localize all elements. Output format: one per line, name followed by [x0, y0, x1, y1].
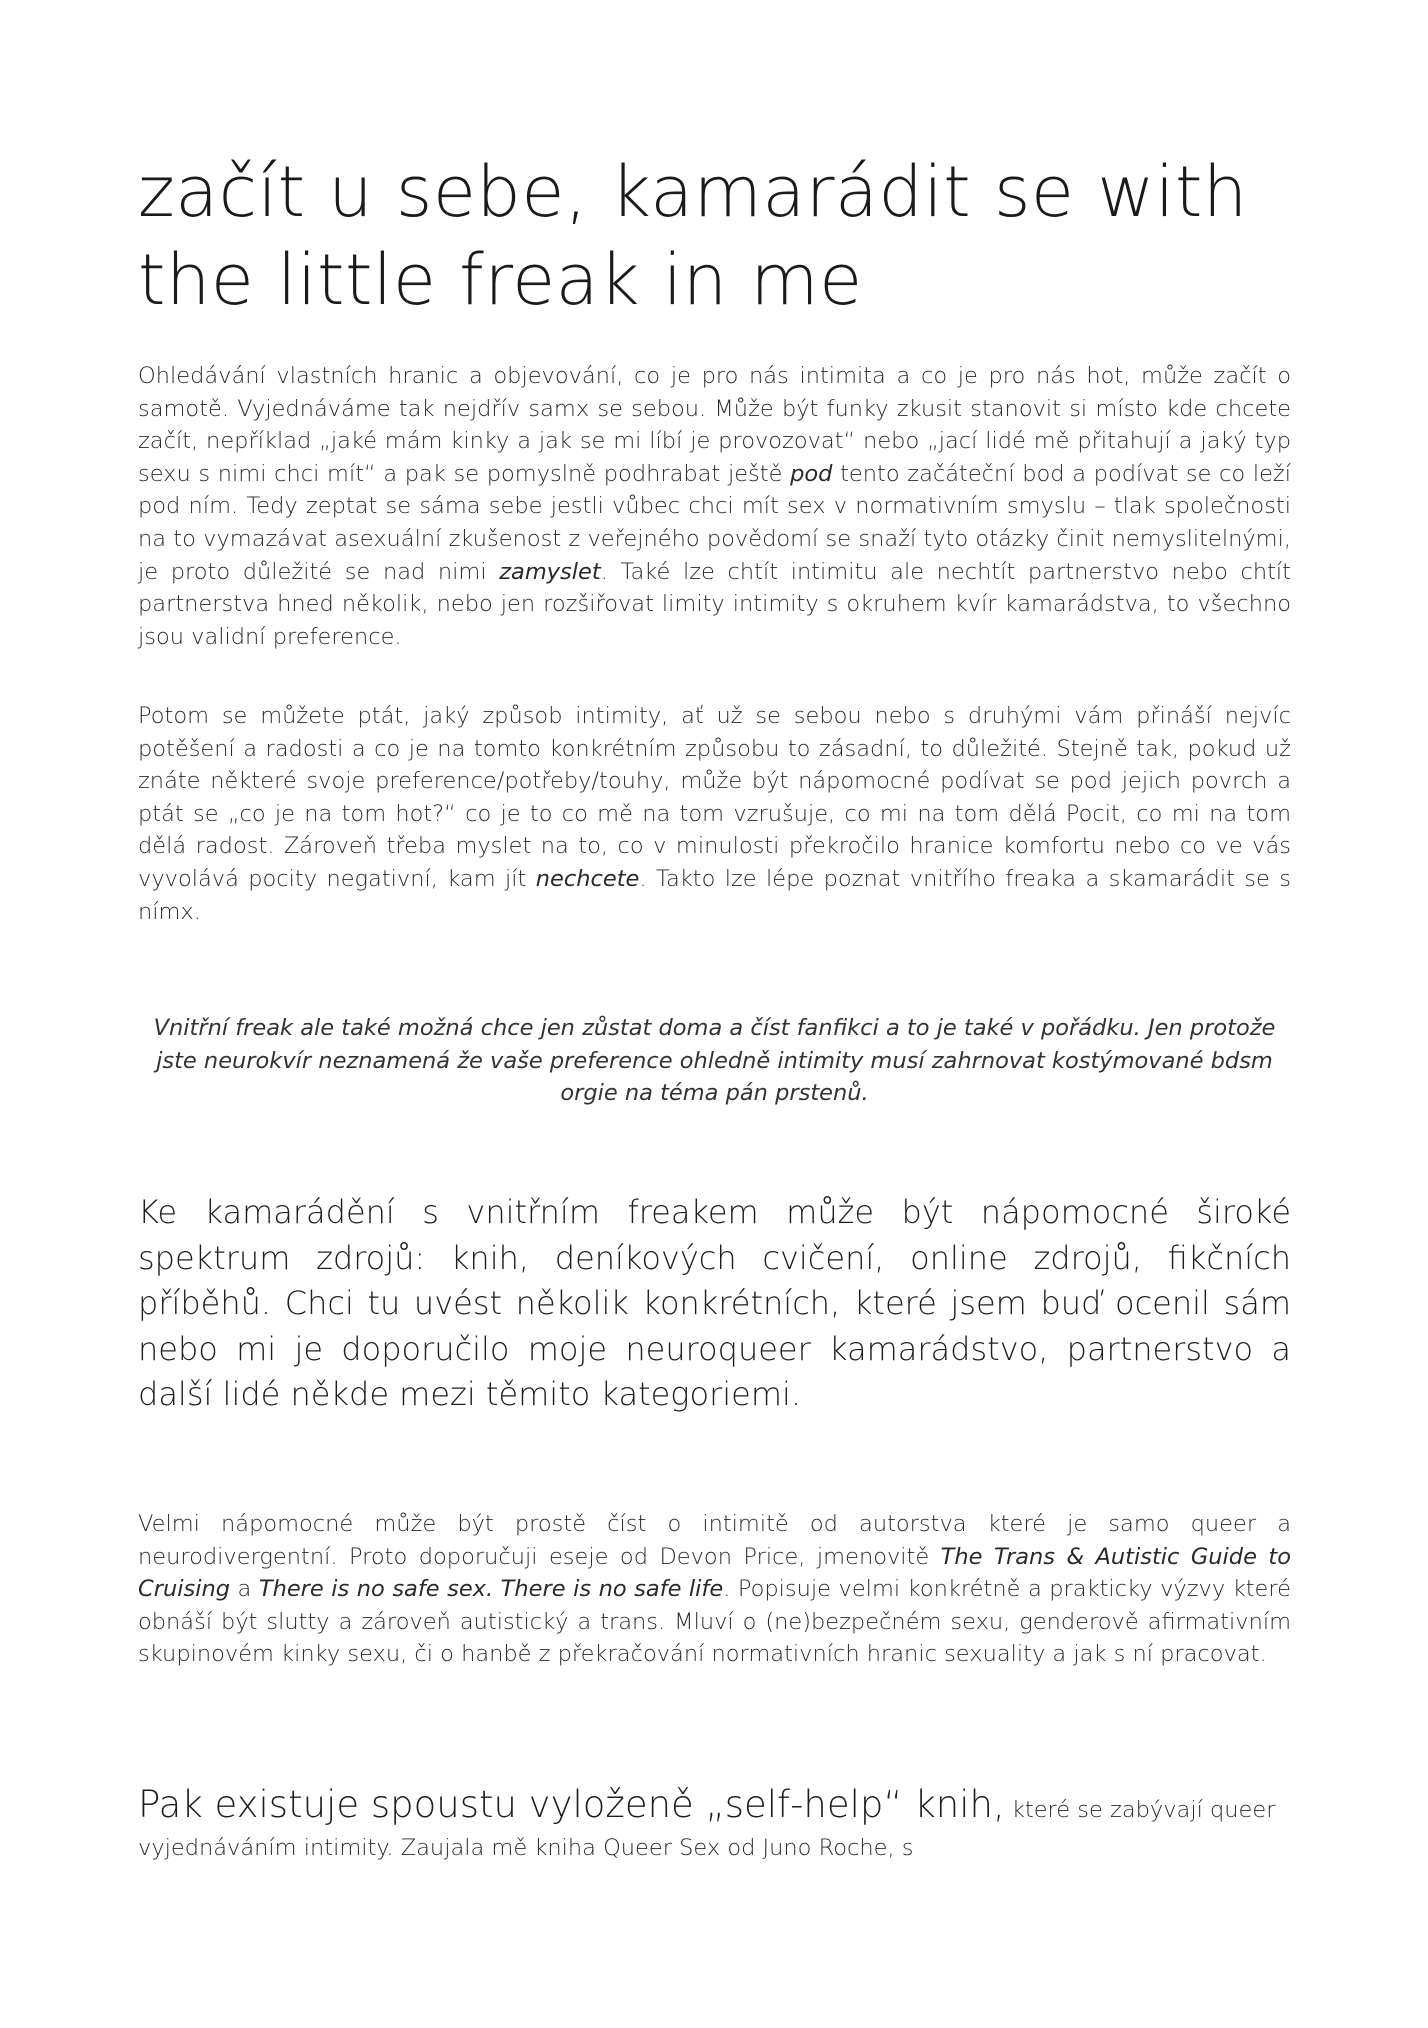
paragraph-text: tento začáteční bod a podívat se co leží pod ním. Tedy zeptat se sáma sebe jestli vůbec chci mít sex v normativním smyslu – tlak společnosti na to vymazávat asexuální zkušenost z veřejného povědomí se snaží tyto otázky činit nemyslitelnými, je proto důležité se nad nimi	[138, 460, 1291, 585]
paragraph-text: . Takto lze lépe poznat vnitřího freaka a skamarádit se s nímx.	[138, 865, 1291, 925]
subheading-self-help: Pak existuje spoustu vyloženě „self-help“ knih,	[138, 1783, 1005, 1826]
lead-paragraph: Ke kamarádění s vnitřním freakem může být nápomocné široké spektrum zdrojů: knih, deníkových cvičení, online zdrojů, fikčních příběhů. Chci tu uvést několik konkrétních, které jsem buď ocenil sám nebo mi je doporučilo moje neuroqueer kamarádstvo, partnerstvo a další lidé někde mezi těmito kategoriemi.	[138, 1193, 1291, 1413]
paragraph-text: Ohledávání vlastních hranic a objevování, co je pro nás intimita a co je pro nás hot, může začít o samotě. Vyjednáváme tak nejdřív samx se sebou. Může být funky zkusit stanovit si místo kde chcete začít, nepříklad „jaké mám kinky a jak se mi líbí je provozovat“ nebo „jací lidé mě přitahují a jaký typ sexu s nimi chci mít“ a pak se pomyslně podhrabat ještě	[138, 363, 1291, 487]
pull-quote: Vnitřní freak ale také možná chce jen zůstat doma a číst fanfikci a to je také v pořádku. Jen protože jste neurokvír neznamená že vaše preference ohledně intimity musí zahrnovat kostýmované bdsm orgie na téma pán prstenů.	[153, 1015, 1276, 1107]
paragraph-devon-price	[138, 1508, 1291, 1671]
paragraph-text: . Popisuje velmi konkrétně a prakticky výzvy které obnáší být slutty a zároveň autistický a trans. Mluví o (ne)bezpečném sexu, genderově afirmativním skupinovém kinky sexu, či o hanbě z překračování normativních hranic sexuality a jak s ní pracovat.	[138, 1576, 1291, 1668]
page-title: začít u sebe, kamarádit se with the little freak in me	[138, 151, 1248, 321]
emphasis-text: zamyslet	[499, 558, 601, 585]
paragraph-text: a	[230, 1576, 259, 1603]
paragraph-text: Potom se můžete ptát, jaký způsob intimity, ať už se sebou nebo s druhými vám přináší nejvíc potěšení a radosti a co je na tomto konkrétním způsobu to zásadní, to důležité. Stejně tak, pokud už znáte některé svoje preference/potřeby/touhy, může být nápomocné podívat se pod jejich povrch a ptát se „co je na tom hot?“ co je to co mě na tom vzrušuje, co mi na tom dělá Pocit, co mi na tom dělá radost. Zároveň třeba myslet na to, co v minulosti překročilo hranice komfortu nebo co ve vás vyvolává pocity negativní, kam jít	[138, 703, 1291, 892]
book-title: The Trans & Autistic Guide to Cruising	[138, 1543, 1291, 1603]
paragraph-text: které se zabývají queer vyjednáváním intimity. Zaujala mě kniha Queer Sex od Juno Roche, s	[138, 1797, 1276, 1861]
emphasis-text: pod	[790, 460, 833, 487]
paragraph-what-is-hot	[138, 700, 1291, 928]
paragraph-text: Velmi nápomocné může být prostě číst o intimitě od autorstva které je samo queer a neurodivergentní. Proto doporučuji eseje od Devon Price, jmenovitě	[138, 1511, 1291, 1570]
paragraph-text: . Také lze chtít intimitu ale nechtít partnerstvo nebo chtít partnerstva hned několik, nebo jen rozšiřovat limity intimity s okruhem kvír kamarádstva, to všechno jsou validní preference.	[138, 558, 1291, 650]
paragraph-self-help-books	[138, 1780, 1291, 1866]
paragraph-exploring-boundaries	[138, 360, 1291, 653]
emphasis-text: nechcete	[535, 865, 640, 892]
book-title: There is no safe sex. There is no safe life	[258, 1576, 724, 1603]
